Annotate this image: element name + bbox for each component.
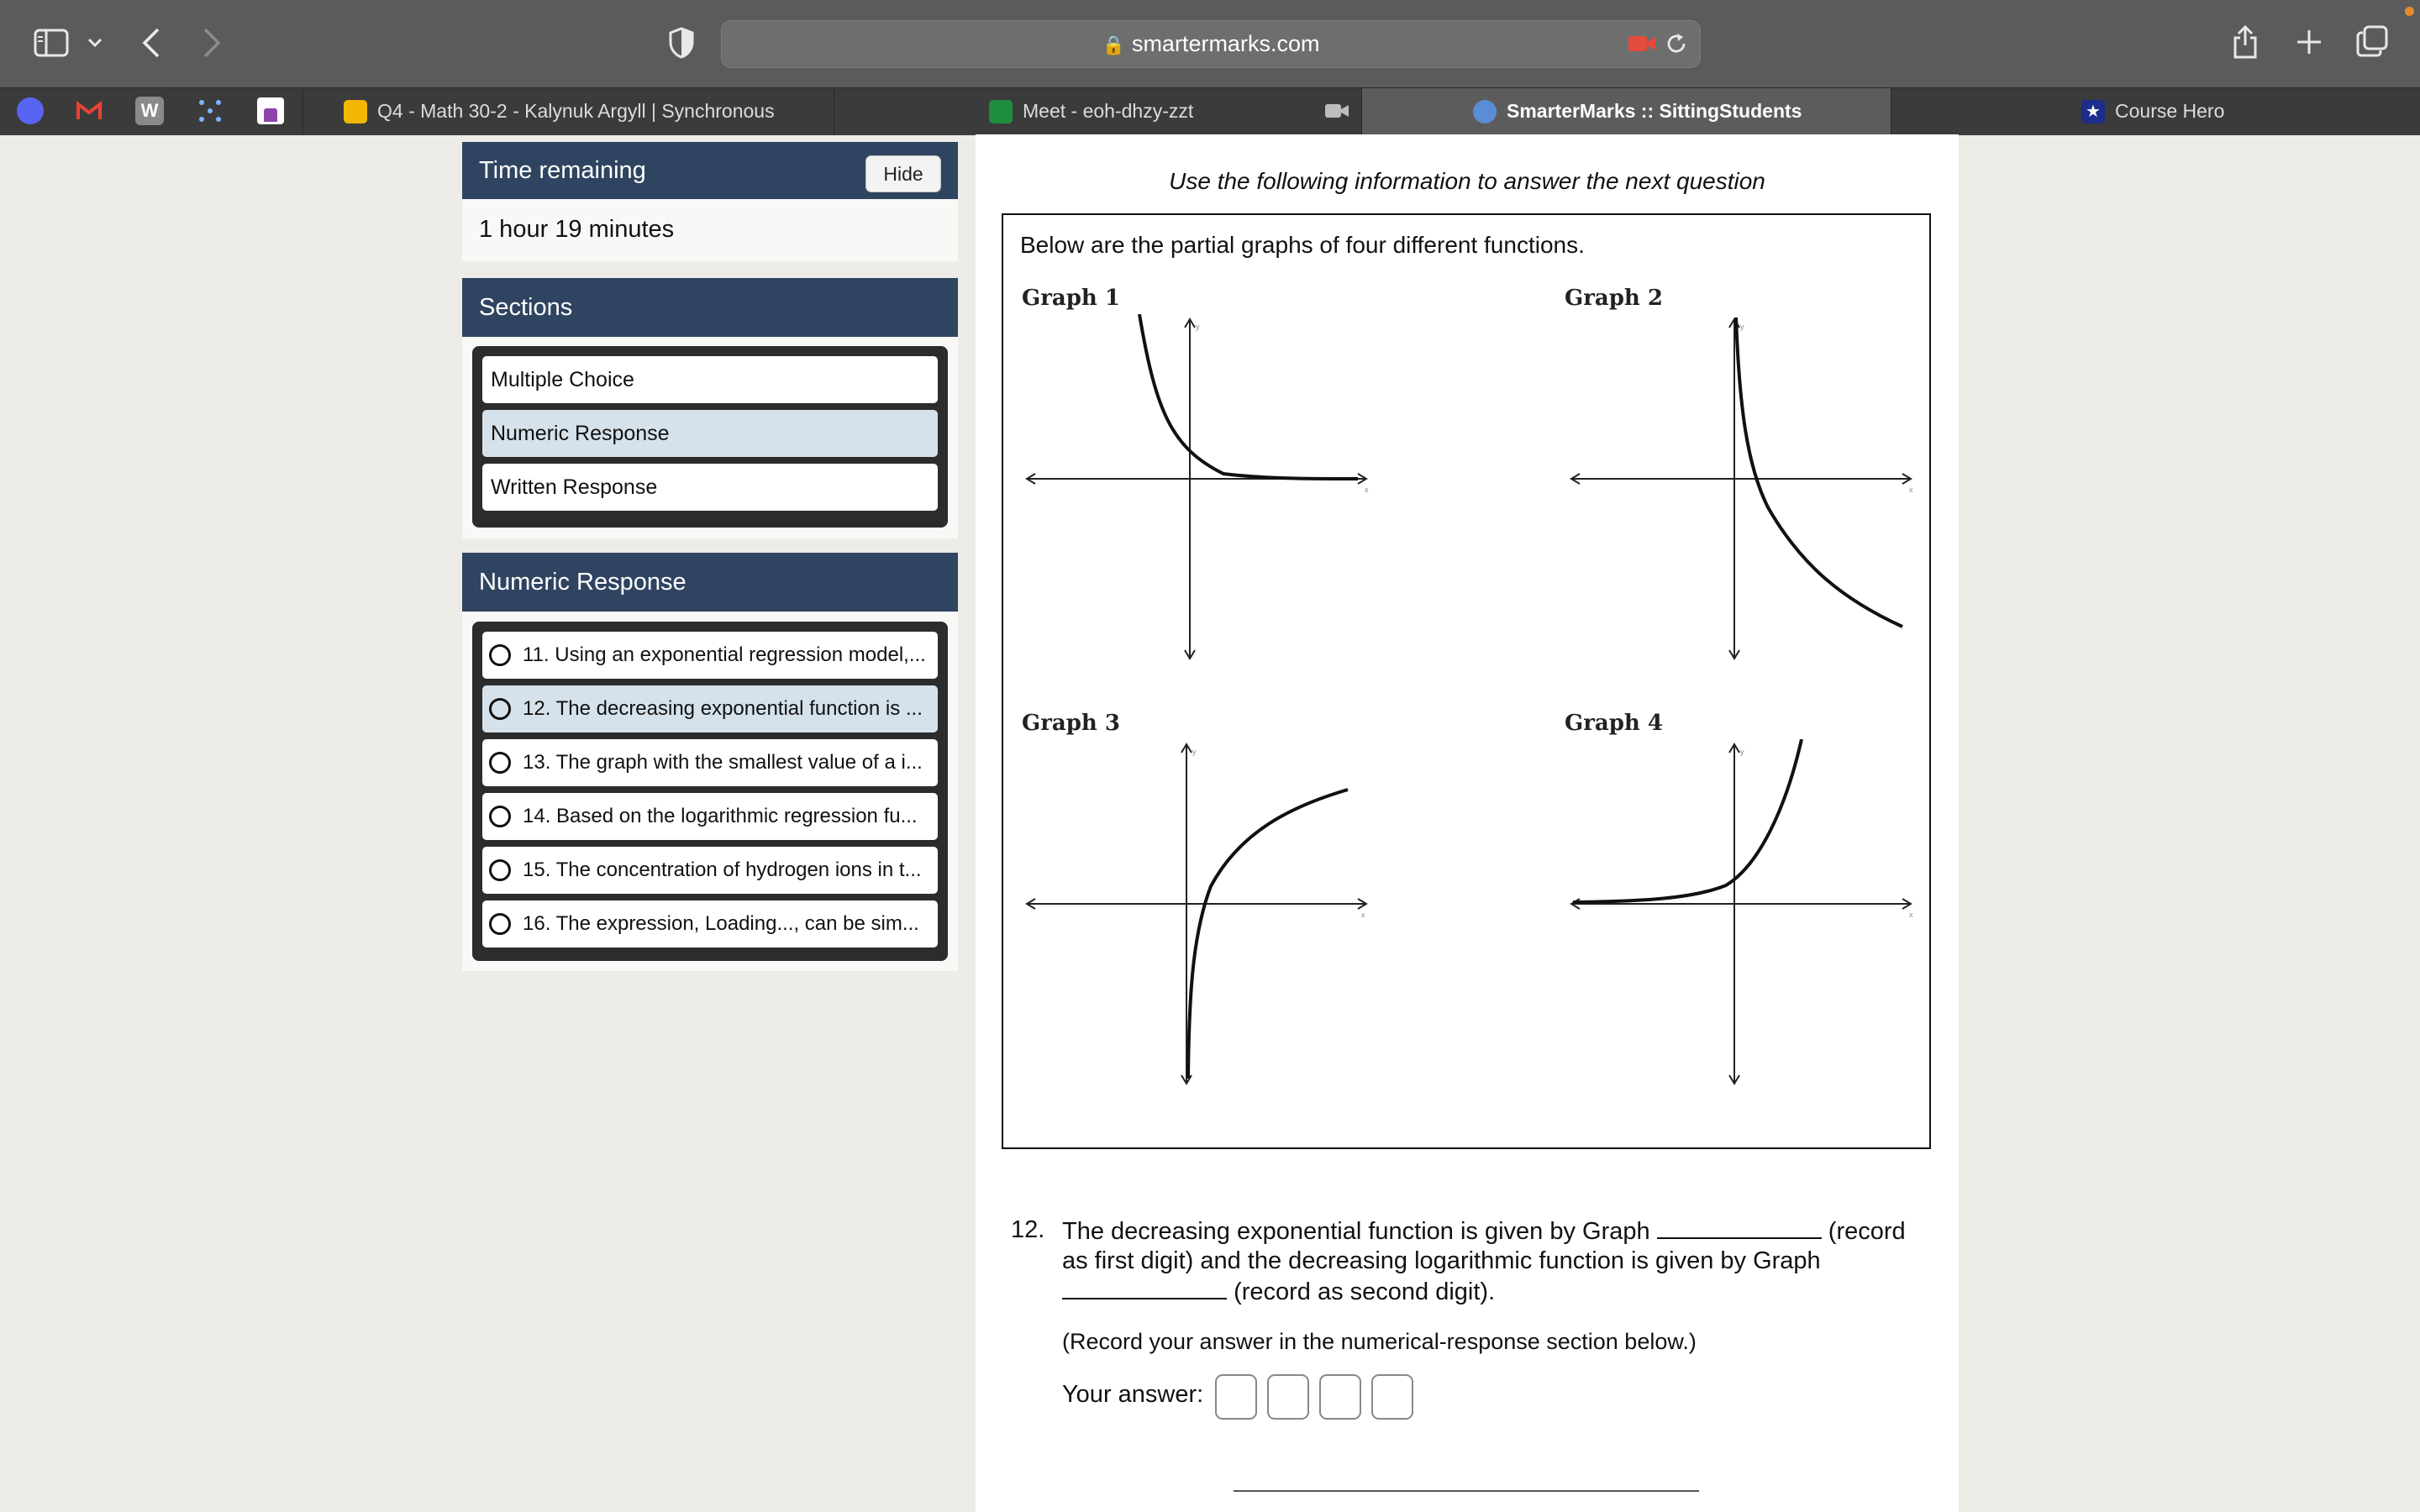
question-label: 15. The concentration of hydrogen ions in t... [523,858,922,881]
answer-digit-4[interactable] [1371,1374,1413,1420]
classroom-icon [344,100,367,123]
radio-icon [489,644,511,666]
smartermarks-icon [1473,100,1497,123]
pinned-tab-discord[interactable] [12,92,49,129]
discord-icon [17,97,44,124]
dots-icon [197,98,223,123]
tab-math-class[interactable] [302,88,834,134]
graph-1 [1022,314,1375,667]
graphs-intro: Below are the partial graphs of four different functions. [1020,232,1585,258]
question-part-1: The decreasing exponential function is given by Graph [1062,1218,1650,1245]
x-axis-label: x [1909,486,1913,494]
tab-course-hero[interactable] [1891,88,2420,134]
hide-timer-button[interactable]: Hide [865,155,941,192]
question-panel [976,134,1959,1512]
address-bar[interactable] [721,20,1701,68]
time-value: 1 hour 19 minutes [479,216,675,243]
y-axis-label: y [1740,748,1744,756]
section-label: Numeric Response [491,421,670,445]
graph-4 [1566,739,1919,1092]
lock-icon: 🔒 [1102,34,1125,55]
pinned-tab-gmail[interactable] [71,92,108,129]
word-icon: W [135,97,164,125]
browser-toolbar [0,0,2420,87]
answer-blank-1 [1657,1215,1822,1239]
bottom-divider [1234,1490,1699,1492]
timer-header [462,142,958,200]
question-text [1011,1215,1927,1307]
answer-label: Your answer: [1062,1381,1204,1408]
timer-title: Time remaining [479,157,646,184]
answer-digit-2[interactable] [1267,1374,1309,1420]
question-item-16[interactable] [482,900,938,948]
share-icon[interactable] [2232,24,2259,59]
question-item-15[interactable] [482,847,938,894]
radio-icon [489,698,511,720]
x-axis-label: x [1909,911,1913,919]
question-item-14[interactable] [482,793,938,840]
pinned-tab-dots[interactable] [192,92,229,129]
radio-icon [489,806,511,827]
tab-label: SmarterMarks :: SittingStudents [1507,100,1802,122]
answer-blank-2 [1062,1276,1227,1299]
record-note: (Record your answer in the numerical-response section below.) [1062,1329,1697,1354]
answer-digit-3[interactable] [1319,1374,1361,1420]
question-label: 12. The decreasing exponential function is ... [523,697,923,720]
question-label: 11. Using an exponential regression model,... [523,643,926,666]
chevron-down-icon[interactable] [87,37,103,49]
graph-3 [1022,739,1375,1092]
tab-label: Q4 - Math 30-2 - Kalynuk Argyll | Synchronous [377,100,775,122]
graphs-figure [1002,213,1931,1149]
privacy-shield-icon[interactable] [669,27,694,59]
graph-1-curve [1139,314,1358,479]
graph-3-label: Graph 3 [1022,711,1120,736]
question-label: 14. Based on the logarithmic regression fu... [523,805,918,827]
section-numeric-response[interactable] [482,410,938,457]
question-part-3: (record as second digit). [1234,1278,1496,1305]
question-item-12[interactable] [482,685,938,732]
instruction-text: Use the following information to answer the next question [1169,168,1765,194]
section-label: Multiple Choice [491,367,634,391]
section-written-response[interactable] [482,464,938,511]
x-axis-label: x [1361,911,1365,919]
question-list [472,622,948,961]
meet-icon [989,100,1013,123]
numeric-response-header [462,553,958,612]
graph-1-label: Graph 1 [1022,286,1120,311]
answer-digit-1[interactable] [1215,1374,1257,1420]
radio-icon [489,859,511,881]
sections-title: Sections [479,293,573,321]
y-axis-label: y [1196,323,1200,331]
question-item-11[interactable] [482,632,938,679]
numeric-title: Numeric Response [479,568,687,596]
section-label: Written Response [491,475,658,499]
url-text: 🔒 smartermarks.com [1102,31,1320,56]
graph-4-label: Graph 4 [1565,711,1663,736]
graph-4-curve [1573,739,1802,902]
course-hero-icon: ★ [2081,100,2105,123]
y-axis-label: y [1740,323,1744,331]
tab-label: Meet - eoh-dhzy-zzt [1023,100,1194,122]
flask-icon [257,97,284,124]
graph-2 [1566,314,1919,667]
new-tab-icon[interactable] [2296,29,2323,55]
question-label: 13. The graph with the smallest value of a i... [523,751,923,774]
camera-in-use-icon[interactable] [1628,34,1656,54]
forward-icon[interactable] [202,27,222,59]
pinned-tab-word[interactable] [131,92,168,129]
tab-label: Course Hero [2115,100,2225,122]
gmail-icon [76,101,102,121]
tab-meet[interactable] [834,88,1361,134]
sections-list [472,346,948,528]
radio-icon [489,752,511,774]
graph-2-curve [1736,318,1902,627]
question-part-2: (record as first digit) and the decreasing logarithmic function is given by Graph [1062,1218,1906,1274]
tab-smartermarks[interactable] [1361,88,1891,134]
back-icon[interactable] [141,27,161,59]
radio-icon [489,913,511,935]
y-axis-label: y [1192,748,1197,756]
sidebar-toggle-icon[interactable] [34,29,69,57]
section-multiple-choice[interactable] [482,356,938,403]
time-remaining-value [462,199,958,261]
camera-icon [1324,102,1349,120]
question-item-13[interactable] [482,739,938,786]
question-number: 12. [1011,1216,1045,1243]
notification-dot-icon [2405,7,2414,16]
question-label: 16. The expression, Loading..., can be sim... [523,912,919,935]
tab-overview-icon[interactable] [2356,25,2388,57]
reload-icon[interactable] [1665,32,1688,55]
x-axis-label: x [1365,486,1369,494]
graph-2-label: Graph 2 [1565,286,1663,311]
graph-3-curve [1188,790,1348,1079]
pinned-tab-flask[interactable] [252,92,289,129]
sections-header [462,278,958,337]
